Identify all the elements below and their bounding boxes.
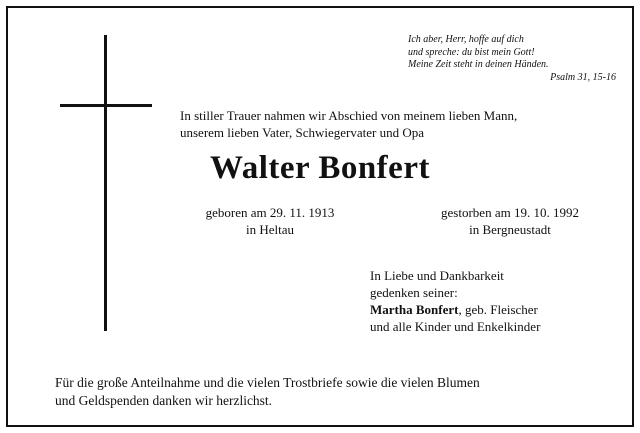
thanks-line: und Geldspenden danken wir herzlichst.	[55, 393, 273, 408]
mourners-line: In Liebe und Dankbarkeit	[370, 268, 504, 283]
birth-place: in Heltau	[245, 222, 294, 237]
verse-reference: Psalm 31, 15-16	[550, 71, 616, 83]
spouse-maiden-name: , geb. Fleischer	[458, 302, 538, 317]
birth-date: geboren am 29. 11. 1913	[205, 205, 335, 220]
verse-line: Ich aber, Herr, hoffe auf dich	[408, 34, 524, 45]
verse-line: und spreche: du bist mein Gott!	[408, 46, 535, 58]
mourners-line: und alle Kinder und Enkelkinder	[370, 319, 541, 334]
death-info	[415, 204, 605, 238]
mourners-block	[370, 267, 540, 335]
cross-icon-bar	[60, 104, 152, 107]
birth-info	[160, 204, 380, 238]
death-place: in Bergneustadt	[469, 222, 551, 237]
intro-line: In stiller Trauer nahmen wir Abschied von meinem lieben Mann,	[180, 108, 518, 123]
death-date: gestorben am 19. 10. 1992	[441, 205, 579, 220]
thanks-line: Für die große Anteilnahme und die vielen Trostbriefe sowie die vielen Blumen	[55, 375, 480, 390]
intro-line: unserem lieben Vater, Schwiegervater und Opa	[180, 125, 424, 140]
spouse-name: Martha Bonfert	[370, 302, 459, 317]
intro-text	[180, 107, 517, 141]
bible-verse	[408, 34, 618, 84]
spouse-line	[370, 301, 540, 318]
verse-line: Meine Zeit steht in deinen Händen.	[408, 59, 549, 70]
thanks-text	[55, 374, 480, 410]
mourners-line: gedenken seiner:	[370, 285, 458, 300]
deceased-name: Walter Bonfert	[210, 150, 430, 186]
